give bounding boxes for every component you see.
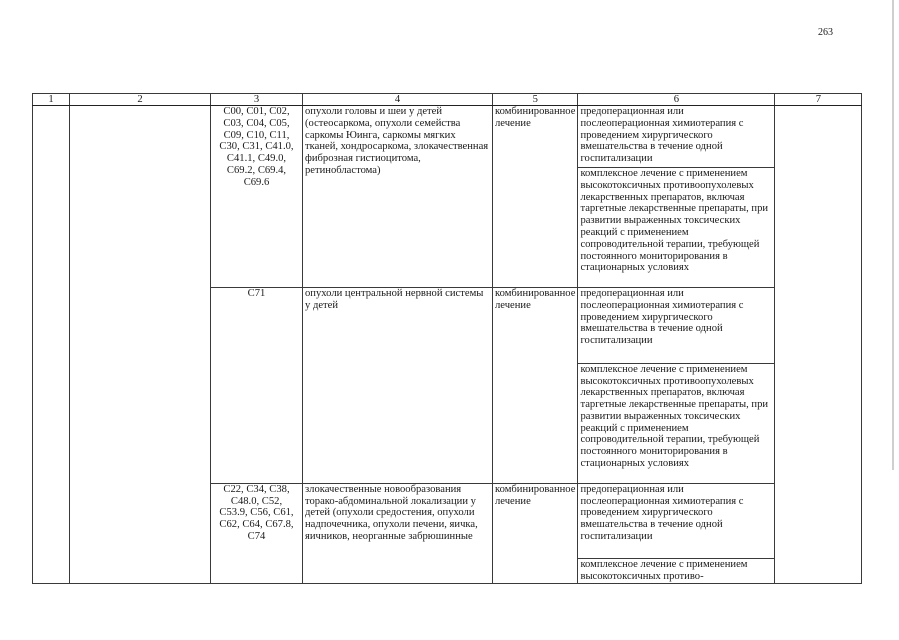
diagnosis-description: опухоли головы и шеи у детей (остеосаркома, опухоли семейства саркомы Юинга, саркомы мягких тканей, хондросаркома, злокачественная фиброзная гистиоцитома, ретинобластома): [303, 106, 493, 288]
treatment-method: комплексное лечение с применением высокотоксичных противоопухолевых лекарственных препаратов, включая таргетные лекарственные препараты, при развитии выраженных токсических реакций с применением сопроводительной терапии, требующей постоянного мониторирования в стационарных условиях: [578, 168, 775, 288]
column-number-3: 3: [211, 94, 303, 106]
medical-care-table: [32, 93, 862, 584]
treatment-type: комбинированное лечение: [493, 106, 578, 288]
column-number-1: 1: [33, 94, 70, 106]
treatment-method: комплексное лечение с применением высокотоксичных противо-: [578, 559, 775, 584]
treatment-type: комбинированное лечение: [493, 483, 578, 583]
icd-codes: C22, C34, C38, C48.0, C52, C53.9, C56, C61, C62, C64, C67.8, C74: [211, 483, 303, 583]
treatment-method: предоперационная или послеоперационная химиотерапия с проведением хирургического вмешательства в течение одной госпитализации: [578, 483, 775, 559]
column-number-row: [33, 94, 862, 106]
cell-col7: [775, 106, 862, 584]
icd-codes: C71: [211, 288, 303, 484]
scan-edge: [892, 0, 894, 470]
treatment-method: предоперационная или послеоперационная химиотерапия с проведением хирургического вмешательства в течение одной госпитализации: [578, 288, 775, 364]
column-number-2: 2: [70, 94, 211, 106]
icd-codes: C00, C01, C02, C03, C04, C05, C09, C10, C11, C30, C31, C41.0, C41.1, C49.0, C69.2, C69.4, C69.6: [211, 106, 303, 288]
cell-col2: [70, 106, 211, 584]
cell-col1: [33, 106, 70, 584]
treatment-method: предоперационная или послеоперационная химиотерапия с проведением хирургического вмешательства в течение одной госпитализации: [578, 106, 775, 168]
column-number-5: 5: [493, 94, 578, 106]
table-row: [33, 106, 862, 168]
page-number: 263: [818, 27, 833, 38]
column-number-6: 6: [578, 94, 775, 106]
column-number-4: 4: [303, 94, 493, 106]
diagnosis-description: опухоли центральной нервной системы у детей: [303, 288, 493, 484]
treatment-method: комплексное лечение с применением высокотоксичных противоопухолевых лекарственных препаратов, включая таргетные лекарственные препараты, при развитии выраженных токсических реакций с применением сопроводительной терапии, требующей постоянного мониторирования в стационарных условиях: [578, 363, 775, 483]
column-number-7: 7: [775, 94, 862, 106]
treatment-type: комбинированное лечение: [493, 288, 578, 484]
diagnosis-description: злокачественные новообразования торако-абдоминальной локализации у детей (опухоли средостения, опухоли надпочечника, опухоли печени, яичка, яичников, неорганные забрюшинные: [303, 483, 493, 583]
